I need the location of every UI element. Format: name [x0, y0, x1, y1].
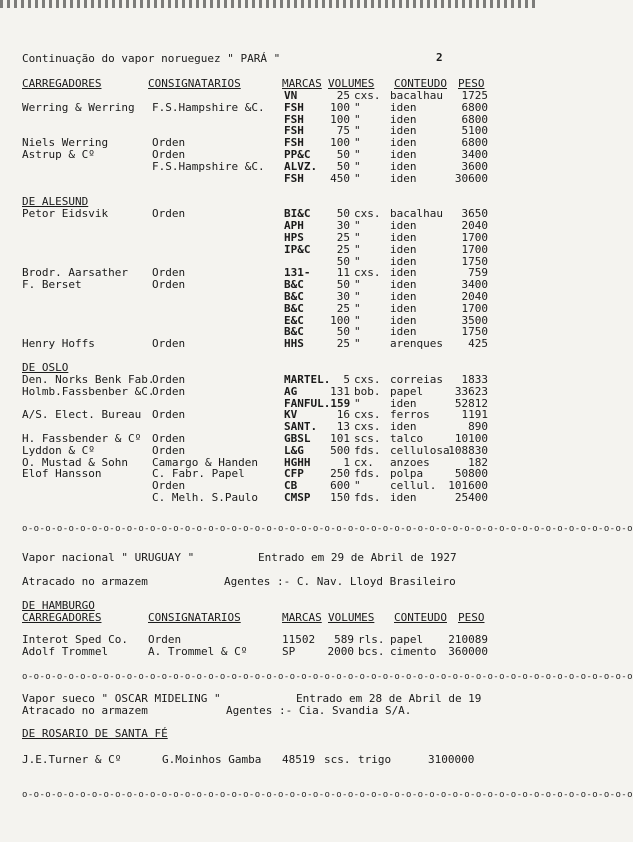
- cell-mark: GBSL: [284, 432, 311, 445]
- cell-volume: 11: [336, 266, 350, 280]
- cell-content: papel: [390, 633, 424, 646]
- header-content: CONTEUDO: [394, 77, 447, 90]
- cell-shipper: Petor Eidsvik: [22, 207, 109, 221]
- cell-weight: 52812: [454, 396, 488, 410]
- cell-weight: 3400: [461, 148, 488, 161]
- cell-volume: 50: [336, 254, 350, 268]
- cell-content: iden: [390, 136, 417, 150]
- section-origin: DE OSLO: [22, 361, 69, 374]
- cell-volume: 100: [330, 112, 350, 126]
- cell-shipper: Elof Hansson: [22, 467, 102, 481]
- separator-2: o-o-o-o-o-o-o-o-o-o-o-o-o-o-o-o-o-o-o-o-o-o-o-o-o-o-o-o-o-o-o-o-o-o-o-o-o-o-o-o-o-o-o-o-o-o-o-o-o-o-o-o-o: [22, 672, 633, 682]
- santafe-weight: 3100000: [428, 753, 475, 766]
- cell-volume: 450: [330, 171, 350, 185]
- cell-unit: rls.: [358, 633, 385, 646]
- cell-weight: 759: [468, 266, 488, 280]
- cell-volume: 100: [330, 100, 350, 114]
- cell-mark: IP&C: [284, 242, 311, 256]
- santafe-unit: scs.: [324, 753, 351, 766]
- santafe-consignee: G.Moinhos Gamba: [162, 753, 262, 766]
- cell-content: iden: [390, 100, 417, 114]
- cell-content: iden: [390, 219, 417, 233]
- cell-content: iden: [390, 313, 417, 327]
- cell-weight: 1700: [461, 242, 488, 256]
- cell-mark: MARTEL.: [284, 373, 331, 386]
- header-shippers: CARREGADORES: [22, 77, 102, 90]
- cell-weight: 3600: [461, 159, 488, 173]
- cell-mark: 131-: [284, 266, 311, 280]
- cell-content: iden: [390, 171, 417, 185]
- cell-mark: B&C: [284, 301, 304, 315]
- cell-mark: PP&C: [284, 148, 311, 161]
- cell-content: iden: [390, 491, 417, 504]
- cell-shipper: Adolf Trommel: [22, 645, 109, 658]
- cell-content: iden: [390, 325, 417, 339]
- header-weight: PESO: [458, 77, 485, 90]
- cell-shipper: Henry Hoffs: [22, 337, 95, 351]
- cell-content: iden: [390, 148, 417, 161]
- cell-mark: ALVZ.: [284, 159, 318, 173]
- cell-mark: 11502: [282, 633, 316, 646]
- oscar-vessel: Vapor sueco " OSCAR MIDELING ": [22, 692, 221, 705]
- cell-volume: 50: [336, 207, 350, 221]
- cell-volume: 50: [336, 148, 350, 161]
- cell-unit: ": [354, 100, 361, 114]
- cell-volume: 150: [330, 491, 350, 504]
- header-volumes: VOLUMES: [328, 77, 375, 90]
- cell-content: iden: [390, 159, 417, 173]
- cell-volume: 50: [336, 325, 350, 339]
- cell-mark: APH: [284, 219, 304, 233]
- cell-volume: 25: [336, 231, 350, 244]
- cell-content: iden: [390, 124, 417, 138]
- cell-mark: FSH: [284, 136, 304, 150]
- uruguay-agents: Agentes :- C. Nav. Lloyd Brasileiro: [224, 575, 456, 588]
- cell-content: iden: [390, 254, 417, 268]
- cell-consignee: Orden: [152, 207, 186, 221]
- cell-mark: HHS: [284, 337, 304, 351]
- oscar-agents: Agentes :- Cia. Svandia S/A.: [226, 704, 412, 717]
- cell-mark: VN: [284, 89, 298, 102]
- cell-volume: 589: [334, 633, 354, 646]
- santafe-content: trigo: [358, 753, 392, 766]
- cell-consignee: Camargo & Handen: [152, 455, 258, 469]
- uruguay-berth: Atracado no armazem: [22, 575, 148, 588]
- cell-consignee: Orden: [152, 266, 186, 280]
- cell-weight: 101600: [448, 479, 488, 493]
- cell-volume: 250: [330, 467, 350, 481]
- cell-mark: FANFUL.159: [284, 396, 351, 410]
- cell-shipper: Holmb.Fassbenber &C.: [22, 384, 155, 398]
- cell-mark: HPS: [284, 231, 304, 244]
- header-marks: MARCAS: [282, 611, 322, 624]
- cell-volume: 13: [336, 420, 350, 434]
- cell-unit: cx.: [354, 455, 374, 469]
- cell-weight: 1750: [461, 254, 488, 268]
- cell-consignee: Orden: [152, 443, 186, 457]
- cell-mark: FSH: [284, 100, 304, 114]
- cell-volume: 25: [336, 242, 350, 256]
- cell-weight: 1700: [461, 301, 488, 315]
- cell-content: polpa: [390, 467, 424, 481]
- cell-volume: 2000: [327, 645, 354, 658]
- cell-weight: 2040: [461, 219, 488, 233]
- header-consignees: CONSIGNATARIOS: [148, 611, 241, 624]
- cell-shipper: Astrup & Cº: [22, 148, 95, 161]
- cell-volume: 50: [336, 159, 350, 173]
- cell-unit: cxs.: [354, 373, 381, 386]
- cell-volume: 500: [330, 443, 350, 457]
- cell-consignee: Orden: [152, 337, 186, 351]
- cell-consignee: Orden: [152, 148, 186, 161]
- cell-content: iden: [390, 290, 417, 303]
- cell-volume: 600: [330, 479, 350, 493]
- cell-unit: ": [354, 124, 361, 138]
- cell-consignee: Orden: [152, 408, 186, 422]
- cell-unit: cxs.: [354, 89, 381, 102]
- cell-weight: 3650: [461, 207, 488, 221]
- cell-unit: cxs.: [354, 420, 381, 434]
- oscar-arrival: Entrado em 28 de Abril de 19: [296, 692, 482, 705]
- cell-mark: FSH: [284, 171, 304, 185]
- cell-unit: ": [354, 254, 361, 268]
- separator-3: o-o-o-o-o-o-o-o-o-o-o-o-o-o-o-o-o-o-o-o-o-o-o-o-o-o-o-o-o-o-o-o-o-o-o-o-o-o-o-o-o-o-o-o-o-o-o-o-o-o-o-o-o: [22, 790, 633, 800]
- cell-mark: B&C: [284, 325, 304, 339]
- separator-1: o-o-o-o-o-o-o-o-o-o-o-o-o-o-o-o-o-o-o-o-o-o-o-o-o-o-o-o-o-o-o-o-o-o-o-o-o-o-o-o-o-o-o-o-o-o-o-o-o-o-o-o-o: [22, 524, 633, 534]
- cell-unit: scs.: [354, 432, 381, 445]
- cell-weight: 6800: [461, 136, 488, 150]
- heading: Continuação do vapor norueguez " PARÁ ": [22, 52, 281, 65]
- cell-unit: ": [354, 242, 361, 256]
- cell-weight: 5100: [461, 124, 488, 138]
- cell-consignee: F.S.Hampshire &C.: [152, 100, 265, 114]
- cell-volume: 25: [336, 301, 350, 315]
- cell-volume: 30: [336, 219, 350, 233]
- cell-volume: 5: [343, 373, 350, 386]
- cell-unit: ": [354, 112, 361, 126]
- cell-consignee: Orden: [152, 432, 186, 445]
- cell-weight: 108830: [448, 443, 488, 457]
- cell-weight: 890: [468, 420, 488, 434]
- hamburg-origin: DE HAMBURGO: [22, 599, 95, 612]
- cell-weight: 25400: [454, 491, 488, 504]
- cell-volume: 16: [336, 408, 350, 422]
- cell-shipper: Brodr. Aarsather: [22, 266, 128, 280]
- cell-weight: 33623: [454, 384, 488, 398]
- cell-weight: 1191: [461, 408, 488, 422]
- cell-content: bacalhau: [390, 207, 443, 221]
- cell-weight: 6800: [461, 112, 488, 126]
- cell-weight: 6800: [461, 100, 488, 114]
- cell-unit: ": [354, 301, 361, 315]
- cell-weight: 50800: [454, 467, 488, 481]
- cell-content: papel: [390, 384, 424, 398]
- cell-unit: cxs.: [354, 207, 381, 221]
- cell-weight: 3500: [461, 313, 488, 327]
- cell-shipper: Niels Werring: [22, 136, 109, 150]
- cell-unit: ": [354, 290, 361, 303]
- cell-weight: 30600: [454, 171, 488, 185]
- cell-unit: cxs.: [354, 266, 381, 280]
- cell-unit: ": [354, 148, 361, 161]
- cell-content: cellulosa: [390, 443, 450, 457]
- cell-content: bacalhau: [390, 89, 443, 102]
- cell-shipper: H. Fassbender & Cº: [22, 432, 142, 445]
- uruguay-arrival: Entrado em 29 de Abril de 1927: [258, 551, 457, 564]
- cell-weight: 182: [468, 455, 488, 469]
- cell-unit: ": [354, 325, 361, 339]
- cell-weight: 1700: [461, 231, 488, 244]
- cell-consignee: C. Fabr. Papel: [152, 467, 245, 481]
- cell-consignee: Orden: [152, 479, 186, 493]
- cell-unit: bob.: [354, 384, 381, 398]
- cell-content: cellul.: [390, 479, 437, 493]
- cell-content: correias: [390, 373, 443, 386]
- cell-consignee: Orden: [152, 278, 186, 292]
- section-origin: DE ALESUND: [22, 195, 89, 209]
- cell-content: iden: [390, 396, 417, 410]
- cell-unit: ": [354, 136, 361, 150]
- cell-unit: ": [354, 171, 361, 185]
- cell-content: iden: [390, 231, 417, 244]
- cell-unit: ": [354, 219, 361, 233]
- cell-consignee: C. Melh. S.Paulo: [152, 491, 258, 504]
- cell-unit: ": [354, 337, 361, 351]
- cell-content: talco: [390, 432, 424, 445]
- cell-mark: B&C: [284, 290, 304, 303]
- header-shippers: CARREGADORES: [22, 611, 102, 624]
- cell-shipper: O. Mustad & Sohn: [22, 455, 128, 469]
- cell-content: iden: [390, 278, 417, 292]
- cell-unit: ": [354, 278, 361, 292]
- cell-unit: fds.: [354, 443, 381, 457]
- cell-weight: 2040: [461, 290, 488, 303]
- cell-content: cimento: [390, 645, 437, 658]
- cell-volume: 75: [336, 124, 350, 138]
- cell-consignee: A. Trommel & Cº: [148, 645, 248, 658]
- cell-shipper: Werring & Werring: [22, 100, 135, 114]
- cell-volume: 131: [330, 384, 350, 398]
- cell-weight: 1833: [461, 373, 488, 386]
- cell-mark: AG: [284, 384, 298, 398]
- cell-weight: 425: [468, 337, 488, 351]
- scan-edge: [0, 0, 539, 8]
- cell-volume: 100: [330, 313, 350, 327]
- cell-mark: CB: [284, 479, 298, 493]
- cell-weight: 360000: [448, 645, 488, 658]
- cell-unit: ": [354, 313, 361, 327]
- cell-mark: SANT.: [284, 420, 318, 434]
- cell-volume: 50: [336, 278, 350, 292]
- cell-shipper: Den. Norks Benk Fab.: [22, 373, 155, 386]
- cell-mark: CFP: [284, 467, 304, 481]
- header-marks: MARCAS: [282, 77, 322, 90]
- cell-content: arenques: [390, 337, 443, 351]
- cell-weight: 3400: [461, 278, 488, 292]
- cell-consignee: F.S.Hampshire &C.: [152, 159, 265, 173]
- cell-consignee: Orden: [152, 384, 186, 398]
- cell-shipper: Lyddon & Cº: [22, 443, 95, 457]
- cell-unit: fds.: [354, 467, 381, 481]
- cell-content: iden: [390, 242, 417, 256]
- cell-volume: 25: [336, 89, 350, 102]
- cell-shipper: F. Berset: [22, 278, 82, 292]
- santafe-origin: DE ROSARIO DE SANTA FÉ: [22, 727, 168, 740]
- cell-unit: ": [354, 159, 361, 173]
- oscar-berth: Atracado no armazem: [22, 704, 148, 717]
- cell-mark: KV: [284, 408, 298, 422]
- cell-mark: E&C: [284, 313, 304, 327]
- cell-unit: ": [354, 231, 361, 244]
- cell-unit: ": [354, 479, 361, 493]
- cell-volume: 30: [336, 290, 350, 303]
- cell-mark: CMSP: [284, 491, 311, 504]
- santafe-mark: 48519: [282, 753, 316, 766]
- cell-content: iden: [390, 301, 417, 315]
- cell-mark: HGHH: [284, 455, 311, 469]
- cell-mark: BI&C: [284, 207, 311, 221]
- cell-consignee: Orden: [152, 373, 186, 386]
- santafe-shipper: J.E.Turner & Cº: [22, 753, 122, 766]
- header-volumes: VOLUMES: [328, 611, 375, 624]
- cell-shipper: Interot Sped Co.: [22, 633, 128, 646]
- cell-volume: 1: [343, 455, 350, 469]
- header-consignees: CONSIGNATARIOS: [148, 77, 241, 90]
- header-content: CONTEUDO: [394, 611, 447, 624]
- cell-volume: 101: [330, 432, 350, 445]
- cell-weight: 1750: [461, 325, 488, 339]
- cell-mark: FSH: [284, 112, 304, 126]
- header-weight: PESO: [458, 611, 485, 624]
- cell-content: anzoes: [390, 455, 430, 469]
- page-number: 2: [436, 51, 443, 64]
- cell-unit: fds.: [354, 491, 381, 504]
- cell-unit: bcs.: [358, 645, 385, 658]
- cell-content: ferros: [390, 408, 430, 422]
- cell-unit: cxs.: [354, 408, 381, 422]
- cell-mark: FSH: [284, 124, 304, 138]
- cell-mark: SP: [282, 645, 296, 658]
- cell-consignee: Orden: [148, 633, 182, 646]
- cell-volume: 100: [330, 136, 350, 150]
- cell-mark: B&C: [284, 278, 304, 292]
- cell-content: iden: [390, 420, 417, 434]
- cell-volume: 25: [336, 337, 350, 351]
- cell-content: iden: [390, 112, 417, 126]
- cell-consignee: Orden: [152, 136, 186, 150]
- cell-weight: 10100: [454, 432, 488, 445]
- uruguay-vessel: Vapor nacional " URUGUAY ": [22, 551, 195, 564]
- cell-mark: L&G: [284, 443, 304, 457]
- cell-weight: 1725: [461, 89, 488, 102]
- cell-weight: 210089: [448, 633, 488, 646]
- cell-shipper: A/S. Elect. Bureau: [22, 408, 142, 422]
- cell-unit: ": [354, 396, 361, 410]
- cell-content: iden: [390, 266, 417, 280]
